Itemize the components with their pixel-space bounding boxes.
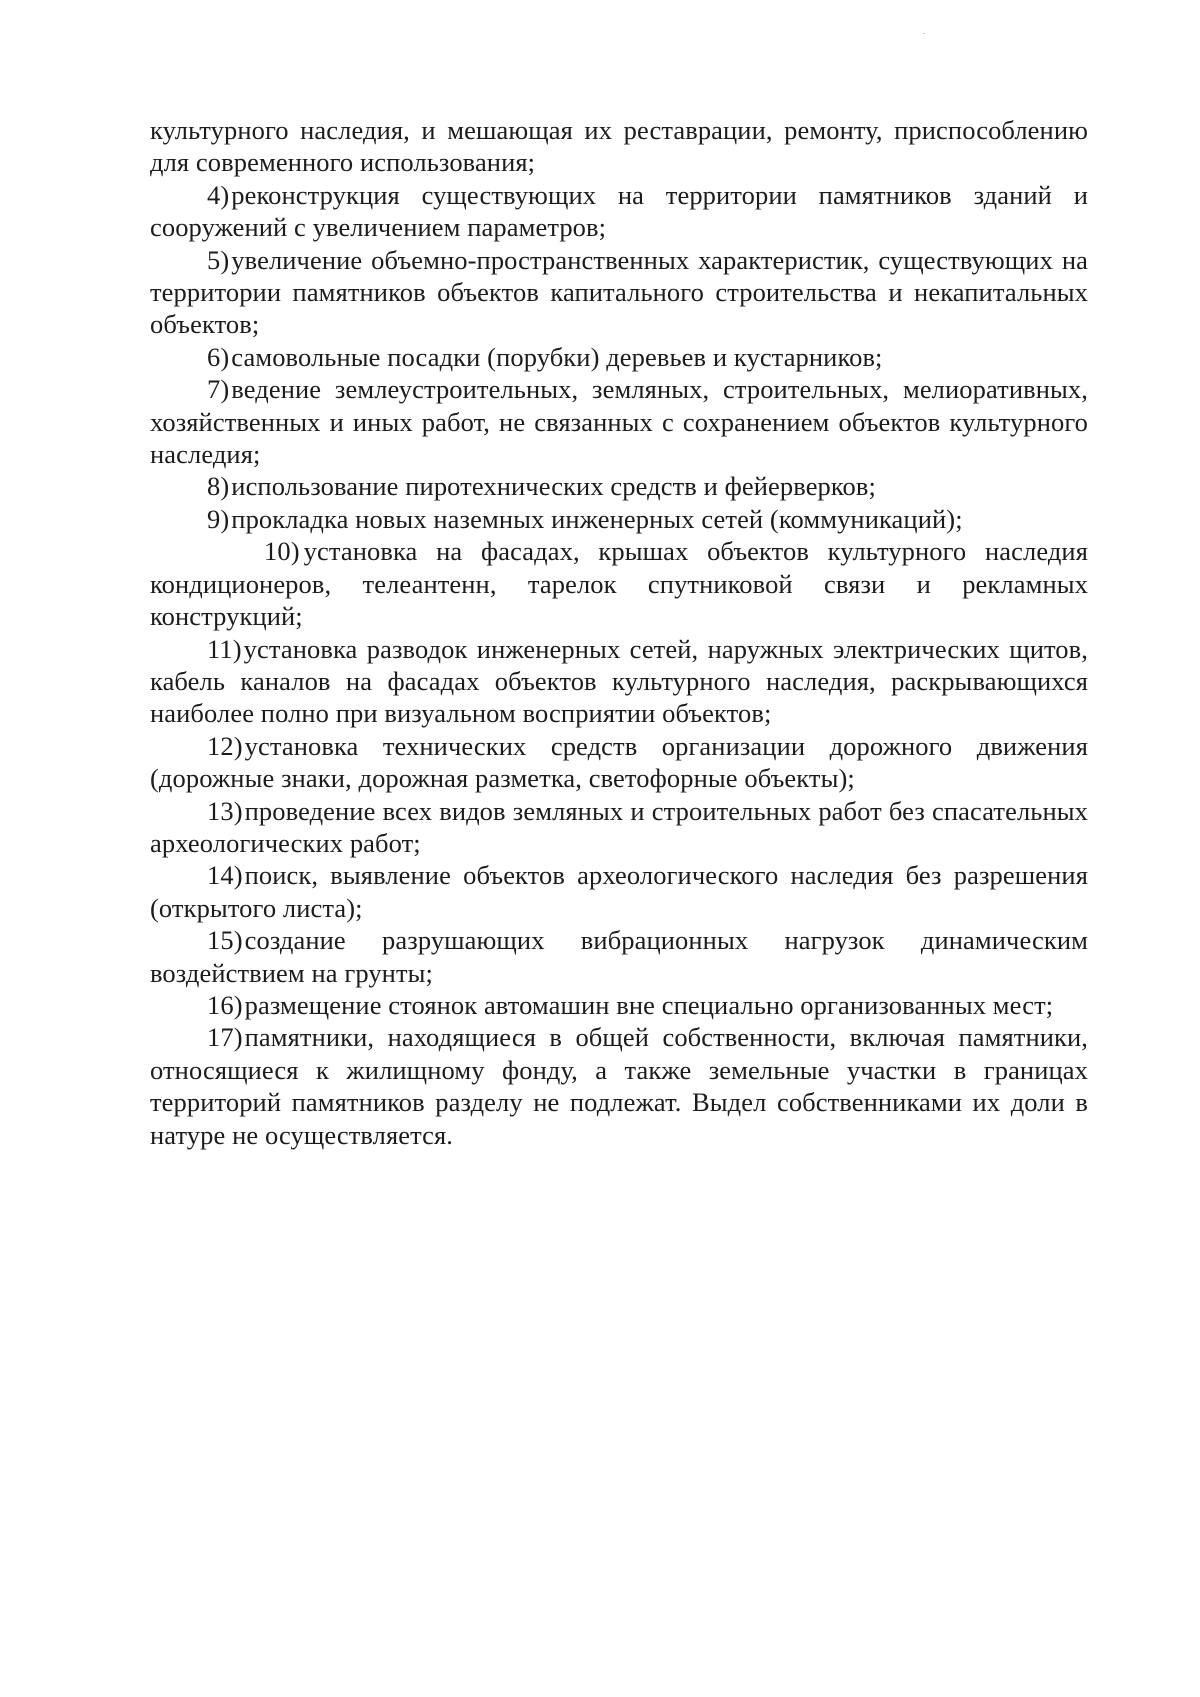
list-item-5 (150, 244, 1088, 341)
item-text: установка разводок инженерных сетей, наружных электрических щитов, кабель каналов на фасадах объектов культурного наследия, раскрывающихся наиболее полно при визуальном восприятии объектов; (150, 633, 1088, 729)
list-item-13 (150, 795, 1088, 860)
item-number: 7) (207, 374, 230, 405)
item-text: реконструкция существующих на территории памятников зданий и сооружений с увеличением параметров; (150, 179, 1088, 243)
item-number: 13) (207, 795, 243, 826)
list-item-8 (150, 470, 1088, 502)
item-number: 15) (207, 925, 243, 956)
item-text: создание разрушающих вибрационных нагрузок динамическим воздействием на грунты; (150, 925, 1088, 988)
item-text: размещение стоянок автомашин вне специально организованных мест; (244, 989, 1054, 1020)
list-item-17 (150, 1021, 1088, 1151)
item-number: 8) (207, 471, 230, 502)
item-number: 16) (207, 989, 243, 1020)
item-text: установка технических средств организации дорожного движения (дорожные знаки, дорожная разметка, светофорные объекты); (150, 730, 1088, 794)
item-text: самовольные посадки (порубки) деревьев и кустарников; (231, 341, 883, 372)
item-number: 17) (207, 1022, 243, 1053)
scan-artifact (923, 33, 925, 34)
item-text: проведение всех видов земляных и строительных работ без спасательных археологических работ; (150, 795, 1088, 858)
list-item-16 (150, 989, 1088, 1021)
item-number: 12) (207, 730, 243, 761)
item-number: 11) (207, 633, 242, 664)
list-item-6 (150, 341, 1088, 373)
item-number: 5) (207, 244, 230, 275)
item-text: увеличение объемно-пространственных характеристик, существующих на территории памятников объектов капитального строительства и некапитальных объектов; (150, 244, 1088, 340)
item-text: использование пиротехнических средств и фейерверков; (231, 471, 876, 502)
item-number: 6) (207, 341, 230, 372)
list-item-11 (150, 633, 1088, 730)
list-item-7 (150, 373, 1088, 470)
item-number: 9) (207, 503, 230, 534)
item-text: памятники, находящиеся в общей собственности, включая памятники, относящиеся к жилищному фонду, а также земельные участки в границах территорий памятников разделу не подлежат. Выдел собственниками их доли в натуре не осуществляется. (150, 1022, 1088, 1150)
list-item-9 (150, 503, 1088, 535)
item-number: 10) (264, 536, 300, 567)
continuation-paragraph: культурного наследия, и мешающая их реставрации, ремонту, приспособлению для современного использования; (150, 115, 1088, 178)
item-number: 4) (207, 179, 230, 210)
list-item-4 (150, 179, 1088, 244)
list-item-12 (150, 730, 1088, 795)
item-text: поиск, выявление объектов археологического наследия без разрешения (открытого листа); (150, 860, 1088, 923)
document-body (150, 114, 1088, 1151)
item-text: ведение землеустроительных, земляных, строительных, мелиоративных, хозяйственных и иных работ, не связанных с сохранением объектов культурного наследия; (150, 374, 1088, 470)
item-text: установка на фасадах, крышах объектов культурного наследия кондиционеров, телеантенн, тарелок спутниковой связи и рекламных конструкций; (150, 536, 1088, 632)
list-item-15 (150, 924, 1088, 989)
list-item-14 (150, 859, 1088, 924)
item-number: 14) (207, 860, 243, 891)
item-text: прокладка новых наземных инженерных сетей (коммуникаций); (231, 503, 963, 534)
list-item-10 (150, 535, 1088, 632)
